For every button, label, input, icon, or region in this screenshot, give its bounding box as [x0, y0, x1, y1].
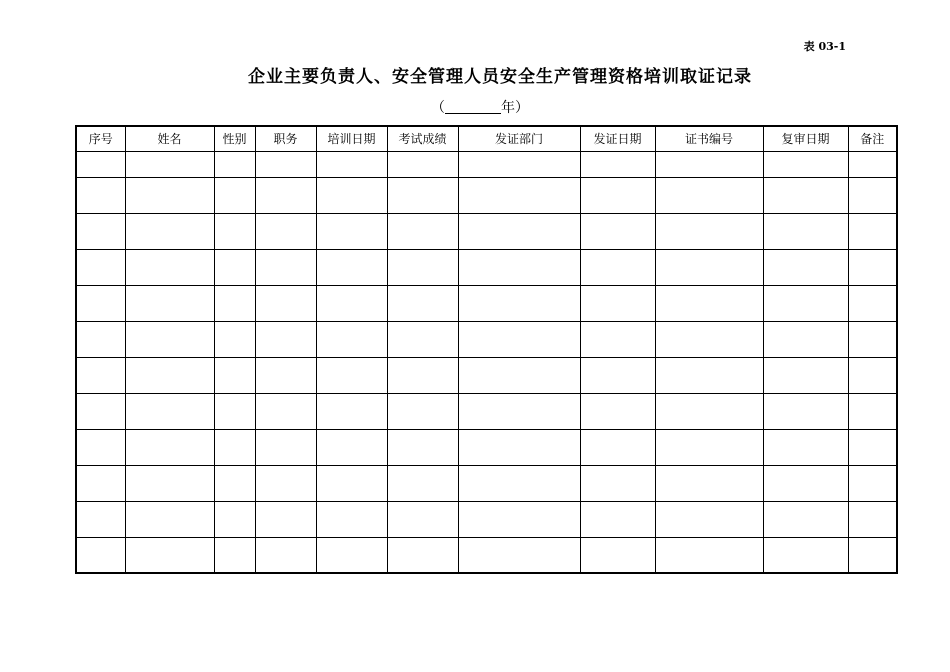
- table-cell[interactable]: [76, 465, 125, 501]
- table-cell[interactable]: [255, 465, 316, 501]
- table-cell[interactable]: [848, 177, 897, 213]
- table-cell[interactable]: [458, 393, 580, 429]
- table-row: [76, 177, 897, 213]
- table-cell[interactable]: [255, 213, 316, 249]
- header-issuing-dept: 发证部门: [458, 126, 580, 151]
- table-cell[interactable]: [316, 213, 387, 249]
- table-cell[interactable]: [580, 285, 655, 321]
- header-position: 职务: [255, 126, 316, 151]
- document-title: 企业主要负责人、安全管理人员安全生产管理资格培训取证记录: [248, 67, 752, 87]
- table-cell[interactable]: [316, 321, 387, 357]
- table-cell[interactable]: [763, 501, 848, 537]
- table-row: [76, 393, 897, 429]
- table-cell[interactable]: [763, 537, 848, 573]
- table-cell[interactable]: [316, 501, 387, 537]
- table-cell[interactable]: [387, 177, 458, 213]
- header-cert-number: 证书编号: [655, 126, 763, 151]
- table-cell[interactable]: [655, 465, 763, 501]
- table-cell[interactable]: [316, 285, 387, 321]
- table-cell[interactable]: [763, 357, 848, 393]
- table-row: [76, 321, 897, 357]
- table-cell[interactable]: [655, 357, 763, 393]
- table-cell[interactable]: [387, 285, 458, 321]
- table-cell[interactable]: [316, 177, 387, 213]
- table-cell[interactable]: [387, 501, 458, 537]
- table-cell[interactable]: [655, 429, 763, 465]
- table-cell[interactable]: [387, 537, 458, 573]
- table-cell[interactable]: [655, 321, 763, 357]
- table-cell[interactable]: [214, 357, 255, 393]
- table-cell[interactable]: [387, 393, 458, 429]
- table-cell[interactable]: [76, 213, 125, 249]
- table-cell[interactable]: [255, 429, 316, 465]
- table-cell[interactable]: [458, 465, 580, 501]
- table-cell[interactable]: [316, 429, 387, 465]
- table-cell[interactable]: [255, 321, 316, 357]
- table-cell[interactable]: [655, 285, 763, 321]
- table-cell[interactable]: [763, 285, 848, 321]
- table-cell[interactable]: [580, 213, 655, 249]
- table-cell[interactable]: [255, 501, 316, 537]
- table-cell[interactable]: [458, 285, 580, 321]
- table-cell[interactable]: [76, 285, 125, 321]
- table-cell[interactable]: [125, 537, 214, 573]
- table-cell[interactable]: [580, 393, 655, 429]
- header-exam-score: 考试成绩: [387, 126, 458, 151]
- table-body: [76, 151, 897, 573]
- year-open-paren: （: [431, 100, 445, 116]
- form-code: 表 03-1: [803, 40, 846, 53]
- table-cell[interactable]: [255, 151, 316, 177]
- table-cell[interactable]: [387, 249, 458, 285]
- table-cell[interactable]: [214, 501, 255, 537]
- table-cell[interactable]: [387, 151, 458, 177]
- table-cell[interactable]: [458, 249, 580, 285]
- header-name: 姓名: [125, 126, 214, 151]
- table-cell[interactable]: [125, 321, 214, 357]
- table-cell[interactable]: [255, 285, 316, 321]
- table-cell[interactable]: [316, 393, 387, 429]
- table-cell[interactable]: [655, 213, 763, 249]
- table-cell[interactable]: [125, 177, 214, 213]
- table-cell[interactable]: [214, 429, 255, 465]
- table-cell[interactable]: [255, 177, 316, 213]
- table-cell[interactable]: [580, 465, 655, 501]
- table-cell[interactable]: [76, 321, 125, 357]
- table-cell[interactable]: [848, 285, 897, 321]
- table-cell[interactable]: [125, 393, 214, 429]
- table-cell[interactable]: [316, 151, 387, 177]
- table-cell[interactable]: [76, 249, 125, 285]
- table-cell[interactable]: [848, 151, 897, 177]
- table-cell[interactable]: [76, 501, 125, 537]
- header-issue-date: 发证日期: [580, 126, 655, 151]
- header-index: 序号: [76, 126, 125, 151]
- table-cell[interactable]: [76, 537, 125, 573]
- table-cell[interactable]: [655, 249, 763, 285]
- table-cell[interactable]: [848, 501, 897, 537]
- table-cell[interactable]: [580, 249, 655, 285]
- training-record-table: [75, 125, 898, 574]
- table-cell[interactable]: [255, 393, 316, 429]
- table-cell[interactable]: [316, 537, 387, 573]
- table-cell[interactable]: [580, 429, 655, 465]
- table-cell[interactable]: [255, 357, 316, 393]
- table-cell[interactable]: [848, 465, 897, 501]
- table-cell[interactable]: [763, 151, 848, 177]
- table-cell[interactable]: [655, 177, 763, 213]
- table-cell[interactable]: [387, 465, 458, 501]
- table-cell[interactable]: [655, 537, 763, 573]
- table-cell[interactable]: [214, 151, 255, 177]
- table-cell[interactable]: [387, 357, 458, 393]
- table-cell[interactable]: [76, 151, 125, 177]
- table-cell[interactable]: [458, 357, 580, 393]
- table-cell[interactable]: [214, 465, 255, 501]
- table-row: [76, 151, 897, 177]
- table-cell[interactable]: [316, 357, 387, 393]
- table-cell[interactable]: [125, 213, 214, 249]
- table-cell[interactable]: [76, 177, 125, 213]
- header-row: [76, 126, 897, 151]
- table-row: [76, 249, 897, 285]
- table-cell[interactable]: [316, 249, 387, 285]
- header-remarks: 备注: [848, 126, 897, 151]
- table-cell[interactable]: [458, 213, 580, 249]
- table-cell[interactable]: [387, 213, 458, 249]
- table-cell[interactable]: [214, 393, 255, 429]
- table-cell[interactable]: [848, 213, 897, 249]
- table-cell[interactable]: [580, 321, 655, 357]
- table-cell[interactable]: [214, 285, 255, 321]
- table-cell[interactable]: [848, 429, 897, 465]
- table-cell[interactable]: [125, 357, 214, 393]
- table-row: [76, 285, 897, 321]
- table-cell[interactable]: [655, 393, 763, 429]
- table-cell[interactable]: [214, 249, 255, 285]
- year-line: [380, 97, 580, 117]
- table-cell[interactable]: [848, 393, 897, 429]
- table-cell[interactable]: [458, 537, 580, 573]
- table-cell[interactable]: [580, 177, 655, 213]
- table-cell[interactable]: [848, 537, 897, 573]
- table-row: [76, 465, 897, 501]
- table-cell[interactable]: [763, 249, 848, 285]
- table-cell[interactable]: [763, 213, 848, 249]
- table-cell[interactable]: [76, 429, 125, 465]
- table-cell[interactable]: [387, 429, 458, 465]
- table-cell[interactable]: [848, 249, 897, 285]
- table-cell[interactable]: [214, 213, 255, 249]
- table-cell[interactable]: [125, 285, 214, 321]
- table-cell[interactable]: [763, 177, 848, 213]
- header-gender: 性别: [214, 126, 255, 151]
- table-cell[interactable]: [763, 321, 848, 357]
- table-cell[interactable]: [125, 151, 214, 177]
- year-label: 年）: [501, 100, 529, 116]
- year-blank[interactable]: [445, 99, 501, 114]
- table-cell[interactable]: [580, 151, 655, 177]
- header-review-date: 复审日期: [763, 126, 848, 151]
- table-cell[interactable]: [458, 429, 580, 465]
- table-row: [76, 537, 897, 573]
- table-cell[interactable]: [655, 501, 763, 537]
- header-training-date: 培训日期: [316, 126, 387, 151]
- table-row: [76, 501, 897, 537]
- table-cell[interactable]: [387, 321, 458, 357]
- table-cell[interactable]: [655, 151, 763, 177]
- table-row: [76, 213, 897, 249]
- table-cell[interactable]: [458, 151, 580, 177]
- table-cell[interactable]: [458, 321, 580, 357]
- table-cell[interactable]: [125, 249, 214, 285]
- table-cell[interactable]: [76, 393, 125, 429]
- table-cell[interactable]: [316, 465, 387, 501]
- table-cell[interactable]: [214, 321, 255, 357]
- table-cell[interactable]: [76, 357, 125, 393]
- table-cell[interactable]: [458, 501, 580, 537]
- table-cell[interactable]: [763, 465, 848, 501]
- table-cell[interactable]: [580, 501, 655, 537]
- table-cell[interactable]: [125, 465, 214, 501]
- table-cell[interactable]: [763, 429, 848, 465]
- table-row: [76, 429, 897, 465]
- table-cell[interactable]: [458, 177, 580, 213]
- table-cell[interactable]: [125, 429, 214, 465]
- table-cell[interactable]: [580, 357, 655, 393]
- table-cell[interactable]: [848, 357, 897, 393]
- table-cell[interactable]: [255, 249, 316, 285]
- table-cell[interactable]: [125, 501, 214, 537]
- table-cell[interactable]: [580, 537, 655, 573]
- table-cell[interactable]: [848, 321, 897, 357]
- table-cell[interactable]: [255, 537, 316, 573]
- table-cell[interactable]: [214, 177, 255, 213]
- table-cell[interactable]: [763, 393, 848, 429]
- table-row: [76, 357, 897, 393]
- table-cell[interactable]: [214, 537, 255, 573]
